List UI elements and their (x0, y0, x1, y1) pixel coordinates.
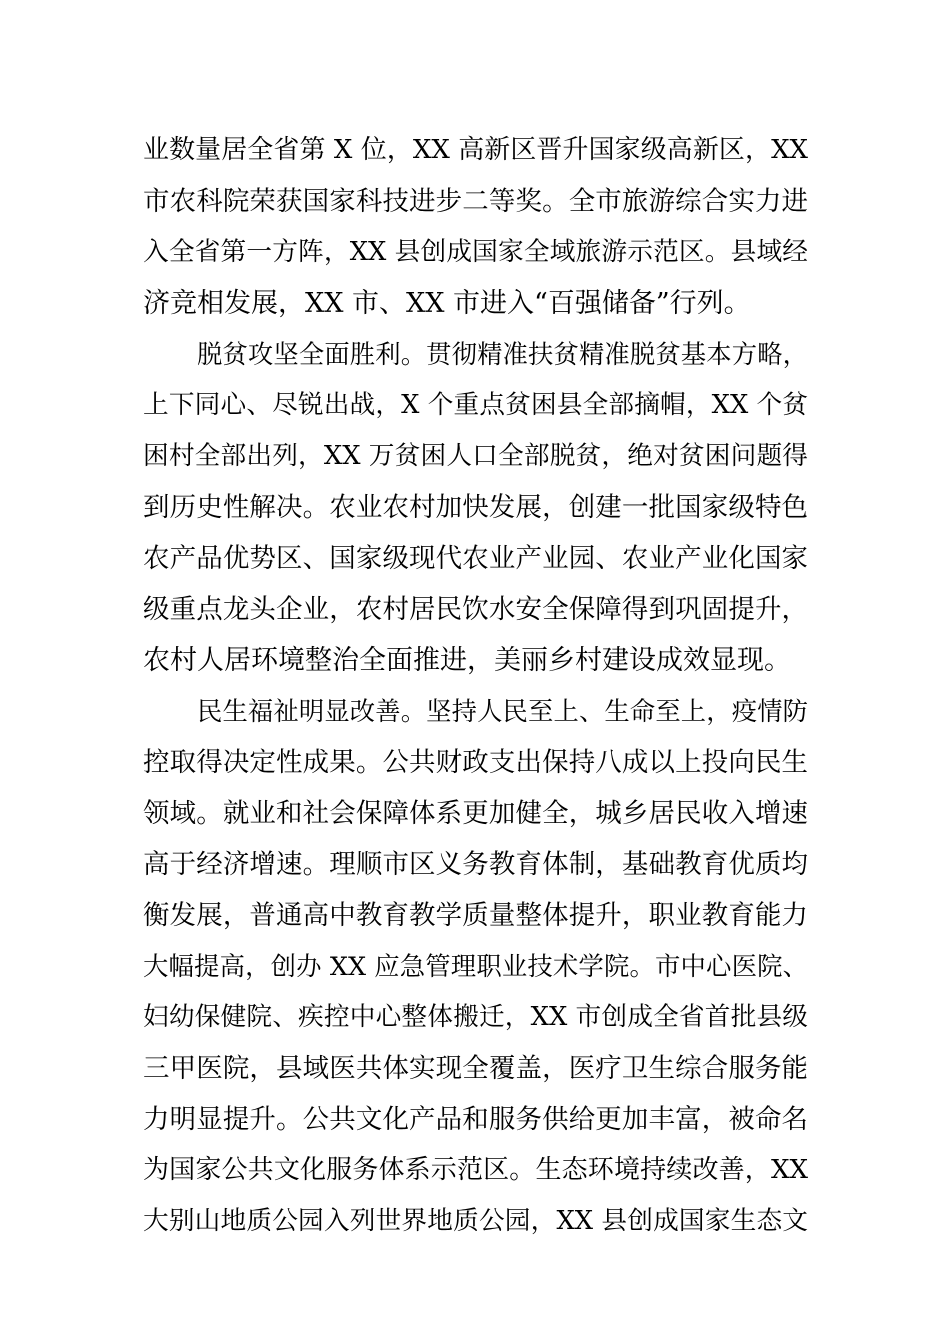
text-line: 农产品优势区、国家级现代农业产业园、农业产业化国家 (143, 543, 808, 574)
text-line: 困村全部出列，XX 万贫困人口全部脱贫，绝对贫困问题得 (143, 441, 808, 471)
text-line: 到历史性解决。农业农村加快发展，创建一批国家级特色 (143, 492, 808, 523)
text-line: 上下同心、尽锐出战，X 个重点贫困县全部摘帽，XX 个贫 (143, 390, 808, 420)
text-line: 农村人居环境整治全面推进，美丽乡村建设成效显现。 (143, 645, 791, 676)
text-line: 脱贫攻坚全面胜利。贯彻精准扶贫精准脱贫基本方略， (197, 339, 808, 369)
text-line: 衡发展，普通高中教育教学质量整体提升，职业教育能力 (143, 900, 808, 931)
text-line: 大别山地质公园入列世界地质公园，XX 县创成国家生态文 (143, 1206, 808, 1236)
text-line: 领域。就业和社会保障体系更加健全，城乡居民收入增速 (143, 798, 808, 829)
text-line: 大幅提高，创办 XX 应急管理职业技术学院。市中心医院、 (143, 951, 808, 981)
text-line: 业数量居全省第 X 位，XX 高新区晋升国家级高新区，XX (143, 135, 808, 165)
text-line: 济竞相发展，XX 市、XX 市进入“百强储备”行列。 (143, 288, 751, 319)
text-line: 妇幼保健院、疾控中心整体搬迁，XX 市创成全省首批县级 (143, 1002, 808, 1032)
text-line: 市农科院荣获国家科技进步二等奖。全市旅游综合实力进 (143, 186, 808, 217)
text-line: 三甲医院，县域医共体实现全覆盖，医疗卫生综合服务能 (143, 1053, 808, 1084)
text-line: 为国家公共文化服务体系示范区。生态环境持续改善，XX (143, 1155, 808, 1185)
text-line: 高于经济增速。理顺市区义务教育体制，基础教育优质均 (143, 849, 808, 880)
document-body-text (143, 125, 808, 1247)
text-line: 力明显提升。公共文化产品和服务供给更加丰富，被命名 (143, 1104, 808, 1135)
text-line: 入全省第一方阵，XX 县创成国家全域旅游示范区。县域经 (143, 237, 808, 267)
text-line: 级重点龙头企业，农村居民饮水安全保障得到巩固提升， (143, 594, 808, 625)
text-line: 控取得决定性成果。公共财政支出保持八成以上投向民生 (143, 747, 808, 778)
text-line: 民生福祉明显改善。坚持人民至上、生命至上，疫情防 (197, 696, 808, 726)
